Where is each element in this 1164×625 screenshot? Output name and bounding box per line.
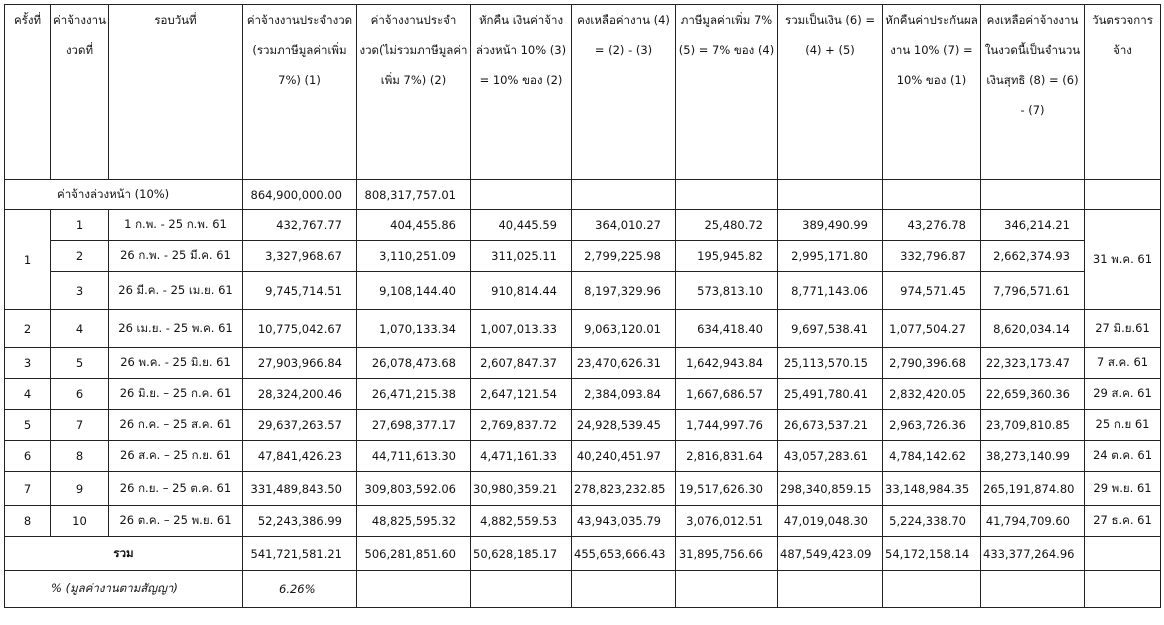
- value-cell: 2,963,726.36: [883, 410, 981, 441]
- period-cell: 5: [51, 348, 109, 379]
- value-cell: 404,455.86: [357, 210, 471, 241]
- range-cell: 26 ก.ค. – 25 ส.ค. 61: [109, 410, 243, 441]
- value-cell: 52,243,386.99: [243, 506, 357, 537]
- value-cell: 4,784,142.62: [883, 441, 981, 472]
- value-cell: 43,276.78: [883, 210, 981, 241]
- header-period: ค่าจ้างงานงวดที่: [51, 5, 109, 180]
- value-cell: 30,980,359.21: [471, 472, 572, 506]
- value-cell: 47,841,426.23: [243, 441, 357, 472]
- period-cell: 6: [51, 379, 109, 410]
- value-cell: 43,943,035.79: [572, 506, 676, 537]
- header-col6: รวมเป็นเงิน (6) = (4) + (5): [778, 5, 883, 180]
- time-cell: 2: [5, 310, 51, 348]
- period-cell: 7: [51, 410, 109, 441]
- table-row: [5, 379, 1161, 410]
- range-cell: 1 ก.พ. - 25 ก.พ. 61: [109, 210, 243, 241]
- advance-label: ค่าจ้างล่วงหน้า (10%): [5, 180, 243, 210]
- value-cell: 3,110,251.09: [357, 241, 471, 272]
- value-cell: 28,324,200.46: [243, 379, 357, 410]
- value-cell: 2,995,171.80: [778, 241, 883, 272]
- value-cell: 8,620,034.14: [981, 310, 1085, 348]
- total-value: 487,549,423.09: [778, 537, 883, 571]
- value-cell: 432,767.77: [243, 210, 357, 241]
- inspect-cell: 27 มิ.ย.61: [1085, 310, 1161, 348]
- value-cell: 26,673,537.21: [778, 410, 883, 441]
- value-cell: 573,813.10: [676, 272, 778, 310]
- time-cell: 8: [5, 506, 51, 537]
- value-cell: 2,384,093.84: [572, 379, 676, 410]
- value-cell: 8,771,143.06: [778, 272, 883, 310]
- value-cell: 910,814.44: [471, 272, 572, 310]
- value-cell: 9,063,120.01: [572, 310, 676, 348]
- value-cell: 278,823,232.85: [572, 472, 676, 506]
- value-cell: 22,323,173.47: [981, 348, 1085, 379]
- value-cell: 311,025.11: [471, 241, 572, 272]
- header-col8: คงเหลือค่าจ้างงานในงวดนี้เป็นจำนวนเงินสุทธิ (8) = (6) - (7): [981, 5, 1085, 180]
- value-cell: 9,108,144.40: [357, 272, 471, 310]
- value-cell: 389,490.99: [778, 210, 883, 241]
- period-cell: 9: [51, 472, 109, 506]
- table-row: [5, 410, 1161, 441]
- value-cell: 298,340,859.15: [778, 472, 883, 506]
- period-cell: 10: [51, 506, 109, 537]
- period-cell: 2: [51, 241, 109, 272]
- range-cell: 26 ต.ค. – 25 พ.ย. 61: [109, 506, 243, 537]
- time-cell: 4: [5, 379, 51, 410]
- value-cell: 8,197,329.96: [572, 272, 676, 310]
- time-cell: 6: [5, 441, 51, 472]
- period-cell: 1: [51, 210, 109, 241]
- value-cell: 265,191,874.80: [981, 472, 1085, 506]
- total-value: 31,895,756.66: [676, 537, 778, 571]
- value-cell: 4,471,161.33: [471, 441, 572, 472]
- value-cell: 5,224,338.70: [883, 506, 981, 537]
- advance-value-2: 808,317,757.01: [357, 180, 471, 210]
- value-cell: 2,769,837.72: [471, 410, 572, 441]
- value-cell: 2,647,121.54: [471, 379, 572, 410]
- value-cell: 26,078,473.68: [357, 348, 471, 379]
- inspect-cell: 7 ส.ค. 61: [1085, 348, 1161, 379]
- inspect-cell: 25 ก.ย 61: [1085, 410, 1161, 441]
- table-row: [5, 472, 1161, 506]
- table-row: [5, 348, 1161, 379]
- value-cell: 26,471,215.38: [357, 379, 471, 410]
- value-cell: 2,799,225.98: [572, 241, 676, 272]
- value-cell: 25,480.72: [676, 210, 778, 241]
- total-value: 433,377,264.96: [981, 537, 1085, 571]
- time-cell: 5: [5, 410, 51, 441]
- period-cell: 4: [51, 310, 109, 348]
- value-cell: 27,903,966.84: [243, 348, 357, 379]
- total-value: 506,281,851.60: [357, 537, 471, 571]
- value-cell: 47,019,048.30: [778, 506, 883, 537]
- value-cell: 1,642,943.84: [676, 348, 778, 379]
- inspect-cell: 27 ธ.ค. 61: [1085, 506, 1161, 537]
- total-row: [5, 537, 1161, 571]
- total-value: 455,653,666.43: [572, 537, 676, 571]
- value-cell: 9,697,538.41: [778, 310, 883, 348]
- value-cell: 974,571.45: [883, 272, 981, 310]
- inspect-cell: 29 พ.ย. 61: [1085, 472, 1161, 506]
- header-range: รอบวันที่: [109, 5, 243, 180]
- value-cell: 44,711,613.30: [357, 441, 471, 472]
- value-cell: 25,113,570.15: [778, 348, 883, 379]
- value-cell: 40,240,451.97: [572, 441, 676, 472]
- value-cell: 43,057,283.61: [778, 441, 883, 472]
- value-cell: 40,445.59: [471, 210, 572, 241]
- table-row: [5, 241, 1161, 272]
- table-row: [5, 441, 1161, 472]
- value-cell: 4,882,559.53: [471, 506, 572, 537]
- value-cell: 33,148,984.35: [883, 472, 981, 506]
- value-cell: 1,007,013.33: [471, 310, 572, 348]
- value-cell: 195,945.82: [676, 241, 778, 272]
- period-cell: 3: [51, 272, 109, 310]
- range-cell: 26 พ.ค. - 25 มิ.ย. 61: [109, 348, 243, 379]
- inspect-cell: 24 ต.ค. 61: [1085, 441, 1161, 472]
- value-cell: 23,470,626.31: [572, 348, 676, 379]
- range-cell: 26 เม.ย. - 25 พ.ค. 61: [109, 310, 243, 348]
- value-cell: 2,607,847.37: [471, 348, 572, 379]
- total-value: 50,628,185.17: [471, 537, 572, 571]
- percent-label: % (มูลค่างานตามสัญญา): [5, 571, 243, 608]
- range-cell: 26 มี.ค. - 25 เม.ย. 61: [109, 272, 243, 310]
- header-row: [5, 5, 1161, 180]
- advance-row: [5, 180, 1161, 210]
- value-cell: 332,796.87: [883, 241, 981, 272]
- header-col3: หักคืน เงินค่าจ้างล่วงหน้า 10% (3) = 10% ของ (2): [471, 5, 572, 180]
- advance-value-1: 864,900,000.00: [243, 180, 357, 210]
- table-row: [5, 272, 1161, 310]
- inspect-cell: 29 ส.ค. 61: [1085, 379, 1161, 410]
- time-cell: 3: [5, 348, 51, 379]
- value-cell: 634,418.40: [676, 310, 778, 348]
- header-col7: หักคืนค่าประกันผลงาน 10% (7) = 10% ของ (1): [883, 5, 981, 180]
- period-cell: 8: [51, 441, 109, 472]
- table-row: [5, 210, 1161, 241]
- range-cell: 26 มิ.ย. – 25 ก.ค. 61: [109, 379, 243, 410]
- header-col2: ค่าจ้างงานประจำงวด(ไม่รวมภาษีมูลค่าเพิ่ม 7%) (2): [357, 5, 471, 180]
- value-cell: 10,775,042.67: [243, 310, 357, 348]
- inspect-cell: 31 พ.ค. 61: [1085, 210, 1161, 310]
- value-cell: 7,796,571.61: [981, 272, 1085, 310]
- value-cell: 2,790,396.68: [883, 348, 981, 379]
- range-cell: 26 ก.พ. - 25 มี.ค. 61: [109, 241, 243, 272]
- table-row: [5, 506, 1161, 537]
- total-label: รวม: [5, 537, 243, 571]
- header-col1: ค่าจ้างงานประจำงวด (รวมภาษีมูลค่าเพิ่ม 7%) (1): [243, 5, 357, 180]
- table-row: [5, 310, 1161, 348]
- percent-row: [5, 571, 1161, 608]
- value-cell: 2,662,374.93: [981, 241, 1085, 272]
- value-cell: 3,076,012.51: [676, 506, 778, 537]
- value-cell: 22,659,360.36: [981, 379, 1085, 410]
- value-cell: 25,491,780.41: [778, 379, 883, 410]
- percent-value: 6.26%: [243, 571, 357, 608]
- value-cell: 27,698,377.17: [357, 410, 471, 441]
- value-cell: 38,273,140.99: [981, 441, 1085, 472]
- value-cell: 364,010.27: [572, 210, 676, 241]
- value-cell: 3,327,968.67: [243, 241, 357, 272]
- value-cell: 2,816,831.64: [676, 441, 778, 472]
- value-cell: 331,489,843.50: [243, 472, 357, 506]
- total-value: 54,172,158.14: [883, 537, 981, 571]
- value-cell: 9,745,714.51: [243, 272, 357, 310]
- value-cell: 346,214.21: [981, 210, 1085, 241]
- header-time: ครั้งที่: [5, 5, 51, 180]
- time-cell: 1: [5, 210, 51, 310]
- range-cell: 26 ก.ย. – 25 ต.ค. 61: [109, 472, 243, 506]
- value-cell: 48,825,595.32: [357, 506, 471, 537]
- value-cell: 24,928,539.45: [572, 410, 676, 441]
- header-col5: ภาษีมูลค่าเพิ่ม 7% (5) = 7% ของ (4): [676, 5, 778, 180]
- value-cell: 1,070,133.34: [357, 310, 471, 348]
- value-cell: 29,637,263.57: [243, 410, 357, 441]
- value-cell: 19,517,626.30: [676, 472, 778, 506]
- value-cell: 1,667,686.57: [676, 379, 778, 410]
- header-col4: คงเหลือค่างาน (4) = (2) - (3): [572, 5, 676, 180]
- value-cell: 309,803,592.06: [357, 472, 471, 506]
- total-value: 541,721,581.21: [243, 537, 357, 571]
- value-cell: 41,794,709.60: [981, 506, 1085, 537]
- time-cell: 7: [5, 472, 51, 506]
- payment-table: [4, 4, 1161, 608]
- value-cell: 1,077,504.27: [883, 310, 981, 348]
- range-cell: 26 ส.ค. – 25 ก.ย. 61: [109, 441, 243, 472]
- value-cell: 23,709,810.85: [981, 410, 1085, 441]
- value-cell: 2,832,420.05: [883, 379, 981, 410]
- value-cell: 1,744,997.76: [676, 410, 778, 441]
- header-inspect: วันตรวจการจ้าง: [1085, 5, 1161, 180]
